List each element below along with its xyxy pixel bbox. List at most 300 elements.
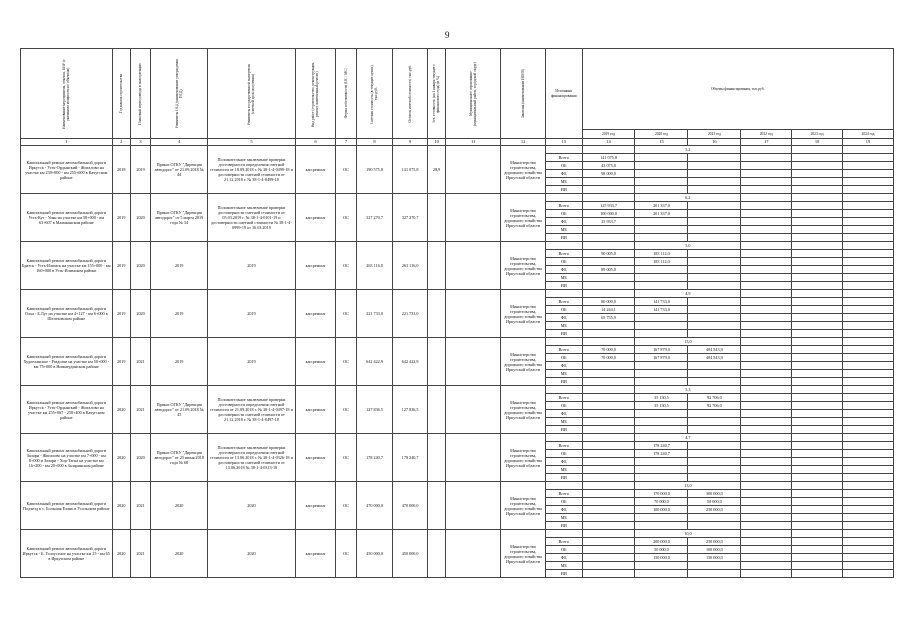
percent-blank xyxy=(843,242,894,250)
header-cell: Плановый период ввода в эксплуатацию xyxy=(130,49,150,139)
funding-value: 183 112,0 xyxy=(635,258,688,266)
funding-value xyxy=(741,226,792,234)
customer: Министерство строительства, дорожного хозяйства Иркутской области xyxy=(501,242,546,290)
funding-value xyxy=(582,378,635,386)
municipality xyxy=(446,146,501,194)
header-cell: Форма собственности (ОС / МС) xyxy=(336,49,356,139)
funding-value xyxy=(582,522,635,530)
funding-value xyxy=(843,458,894,466)
funding-value xyxy=(688,226,741,234)
percent-blank xyxy=(582,482,635,490)
column-number: 1 xyxy=(21,139,113,146)
funding-value xyxy=(635,178,688,186)
funding-value xyxy=(582,514,635,522)
percent-blank xyxy=(792,338,843,346)
funding-value xyxy=(582,458,635,466)
funding-value xyxy=(635,234,688,242)
funding-value xyxy=(688,282,741,290)
funding-value xyxy=(741,202,792,210)
remaining-cost: 141 075,8 xyxy=(393,146,428,194)
percent-blank xyxy=(582,434,635,442)
funding-value xyxy=(843,498,894,506)
percent-value: 4,9 xyxy=(635,290,741,298)
source-blank xyxy=(545,338,582,346)
column-number: 18 xyxy=(792,139,843,146)
municipality xyxy=(446,530,501,578)
percent-blank xyxy=(582,194,635,202)
source-blank xyxy=(545,530,582,538)
estimated-cost: 263 116,0 xyxy=(356,242,393,290)
percent-blank xyxy=(843,530,894,538)
funding-value xyxy=(582,322,635,330)
start-year: 2020 xyxy=(112,386,130,434)
funding-value xyxy=(741,410,792,418)
funding-value xyxy=(792,506,843,514)
funding-value: 14 244,1 xyxy=(582,306,635,314)
header-cell: Источники финансирования xyxy=(545,49,582,139)
source-blank xyxy=(545,194,582,202)
funding-source: ИИ xyxy=(545,570,582,578)
funding-value xyxy=(843,186,894,194)
percent-blank xyxy=(741,386,792,394)
funding-value xyxy=(635,218,688,226)
start-year: 2019 xyxy=(112,194,130,242)
funding-value xyxy=(843,474,894,482)
funding-value xyxy=(792,162,843,170)
funding-value: 201 337,0 xyxy=(635,202,688,210)
funding-value xyxy=(635,162,688,170)
funding-value: 250 000,0 xyxy=(688,538,741,546)
funding-source: ИИ xyxy=(545,186,582,194)
funding-value xyxy=(792,202,843,210)
estimated-cost: 127 836,5 xyxy=(356,386,393,434)
funding-value xyxy=(792,178,843,186)
funding-source: ИИ xyxy=(545,426,582,434)
work-type: кап.ремонт xyxy=(295,146,336,194)
funding-value xyxy=(741,178,792,186)
funding-source: Всего xyxy=(545,490,582,498)
funding-value xyxy=(843,570,894,578)
funding-value xyxy=(688,266,741,274)
source-blank xyxy=(545,386,582,394)
funding-value xyxy=(635,186,688,194)
estimated-cost: 470 000,0 xyxy=(356,482,393,530)
customer: Министерство строительства, дорожного хозяйства Иркутской области xyxy=(501,146,546,194)
year-header: 2024 год xyxy=(843,130,894,139)
column-number: 16 xyxy=(688,139,741,146)
funding-value xyxy=(582,562,635,570)
funding-value xyxy=(741,274,792,282)
funding-source: ОБ xyxy=(545,258,582,266)
ownership: ОС xyxy=(336,290,356,338)
funding-value xyxy=(741,282,792,290)
end-year: 2020 xyxy=(130,194,150,242)
funding-value xyxy=(635,314,688,322)
funding-value xyxy=(688,362,741,370)
funding-value xyxy=(843,154,894,162)
funding-value xyxy=(635,570,688,578)
funding-header: Объемы финансирования, тыс.руб. xyxy=(582,49,893,130)
funding-value xyxy=(843,514,894,522)
column-number: 19 xyxy=(843,139,894,146)
remaining-cost: 470 000,0 xyxy=(393,482,428,530)
funding-value: 150 000,0 xyxy=(635,554,688,562)
funding-value xyxy=(792,226,843,234)
municipality xyxy=(446,194,501,242)
remaining-cost: 327 270,7 xyxy=(393,194,428,242)
funding-value: 70 000,0 xyxy=(582,346,635,354)
funding-value xyxy=(792,554,843,562)
funding-value: 100 000,0 xyxy=(582,210,635,218)
funding-value xyxy=(582,538,635,546)
funding-value xyxy=(843,362,894,370)
psd-details: Приказ ОГКУ "Дирекция автодорог" от 25 июня 2018 года № 68 xyxy=(151,434,208,482)
funding-source: ИИ xyxy=(545,234,582,242)
funding-value xyxy=(792,442,843,450)
funding-value xyxy=(635,154,688,162)
funding-value xyxy=(635,514,688,522)
year-header: 2020 год xyxy=(635,130,688,139)
funding-value xyxy=(792,514,843,522)
column-number: 11 xyxy=(446,139,501,146)
funding-value xyxy=(635,426,688,434)
funding-value: 200 000,0 xyxy=(635,538,688,546)
estimated-cost: 327 270,7 xyxy=(356,194,393,242)
work-type: кап.ремонт xyxy=(295,434,336,482)
funding-value xyxy=(741,330,792,338)
funding-value xyxy=(741,154,792,162)
funding-source: Всего xyxy=(545,250,582,258)
funding-source: МБ xyxy=(545,226,582,234)
percent-blank xyxy=(843,386,894,394)
funding-value xyxy=(741,378,792,386)
funding-value: 178 240,7 xyxy=(635,442,688,450)
readiness xyxy=(427,434,445,482)
percent-value: 13,0 xyxy=(635,482,741,490)
funding-value xyxy=(741,362,792,370)
funding-value xyxy=(792,354,843,362)
funding-value xyxy=(688,234,741,242)
funding-value: 141 075,8 xyxy=(582,154,635,162)
funding-value xyxy=(582,490,635,498)
funding-value: 100 000,0 xyxy=(688,546,741,554)
funding-source: МБ xyxy=(545,418,582,426)
funding-value xyxy=(688,202,741,210)
funding-source: Всего xyxy=(545,154,582,162)
funding-value xyxy=(688,170,741,178)
funding-value: 70 000,0 xyxy=(582,354,635,362)
funding-value xyxy=(792,570,843,578)
funding-value xyxy=(792,426,843,434)
funding-value xyxy=(582,426,635,434)
funding-value xyxy=(741,210,792,218)
funding-value xyxy=(688,466,741,474)
funding-value xyxy=(741,370,792,378)
funding-value xyxy=(843,378,894,386)
header-cell: Реквизиты государственной экспертизы (сметной срок получения) xyxy=(208,49,296,139)
funding-value xyxy=(635,322,688,330)
funding-value xyxy=(688,378,741,386)
year-header: 2021 год xyxy=(688,130,741,139)
funding-value: 167 879,0 xyxy=(635,346,688,354)
percent-blank xyxy=(792,290,843,298)
ownership: ОС xyxy=(336,530,356,578)
start-year: 2020 xyxy=(112,434,130,482)
funding-source: МБ xyxy=(545,466,582,474)
funding-value: 50 000,0 xyxy=(635,546,688,554)
object-row xyxy=(21,338,894,346)
funding-value xyxy=(741,306,792,314)
funding-value xyxy=(792,330,843,338)
funding-source: ИИ xyxy=(545,474,582,482)
funding-value: 100 000,0 xyxy=(635,506,688,514)
column-number: 6 xyxy=(295,139,336,146)
column-number: 5 xyxy=(208,139,296,146)
municipality xyxy=(446,242,501,290)
header-row xyxy=(21,49,894,130)
estimated-cost: 450 000,0 xyxy=(356,530,393,578)
funding-value xyxy=(741,538,792,546)
percent-value: 5,3 xyxy=(635,386,741,394)
funding-value xyxy=(688,370,741,378)
funding-value: 150 000,0 xyxy=(688,554,741,562)
funding-source: ФБ xyxy=(545,458,582,466)
funding-value xyxy=(635,418,688,426)
percent-value: 6,2 xyxy=(635,194,741,202)
funding-value xyxy=(792,450,843,458)
funding-value xyxy=(843,314,894,322)
funding-value xyxy=(843,170,894,178)
ownership: ОС xyxy=(336,338,356,386)
funding-value xyxy=(688,210,741,218)
psd-details: 2019 xyxy=(151,242,208,290)
funding-value xyxy=(741,314,792,322)
funding-value: 70 000,0 xyxy=(635,498,688,506)
object-name: Капитальный ремонт автомобильной дороги Подъезд к с. Большая Елань в Усольском районе xyxy=(21,482,113,530)
funding-value xyxy=(792,218,843,226)
funding-value xyxy=(635,170,688,178)
funding-value xyxy=(635,378,688,386)
funding-value: 43 075,8 xyxy=(582,162,635,170)
readiness xyxy=(427,194,445,242)
funding-value xyxy=(582,370,635,378)
funding-value xyxy=(741,474,792,482)
psd-details: 2019 xyxy=(151,290,208,338)
percent-blank xyxy=(792,434,843,442)
funding-source: ФБ xyxy=(545,170,582,178)
funding-value: 183 112,0 xyxy=(635,250,688,258)
funding-value: 92 706,0 xyxy=(688,394,741,402)
funding-source: МБ xyxy=(545,178,582,186)
object-row xyxy=(21,482,894,490)
funding-source: ИИ xyxy=(545,330,582,338)
funding-value xyxy=(582,442,635,450)
funding-value: 35 130,5 xyxy=(635,402,688,410)
funding-source: ФБ xyxy=(545,314,582,322)
funding-value xyxy=(843,370,894,378)
funding-value xyxy=(792,394,843,402)
work-type: кап.ремонт xyxy=(295,482,336,530)
funding-source: Всего xyxy=(545,538,582,546)
funding-value xyxy=(688,298,741,306)
funding-value xyxy=(843,522,894,530)
readiness: 28,9 xyxy=(427,146,445,194)
end-year: 2021 xyxy=(130,482,150,530)
work-type: кап.ремонт xyxy=(295,338,336,386)
funding-value xyxy=(688,306,741,314)
funding-value xyxy=(582,258,635,266)
readiness xyxy=(427,386,445,434)
funding-value: 98 000,0 xyxy=(582,170,635,178)
percent-blank xyxy=(582,290,635,298)
customer: Министерство строительства, дорожного хозяйства Иркутской области xyxy=(501,434,546,482)
year-header: 2019 год xyxy=(582,130,635,139)
funding-source: ОБ xyxy=(545,498,582,506)
funding-value: 141 733,0 xyxy=(635,306,688,314)
source-blank xyxy=(545,146,582,154)
funding-value xyxy=(688,426,741,434)
funding-value xyxy=(792,346,843,354)
funding-value xyxy=(635,562,688,570)
funding-value xyxy=(792,458,843,466)
funding-value xyxy=(843,546,894,554)
funding-value: 65 755,9 xyxy=(582,314,635,322)
end-year: 2021 xyxy=(130,530,150,578)
funding-value xyxy=(843,410,894,418)
municipality xyxy=(446,338,501,386)
header-cell: Заказчик (наименование ИОГВ) xyxy=(501,49,546,139)
column-number: 7 xyxy=(336,139,356,146)
funding-value xyxy=(582,186,635,194)
funding-source: ФБ xyxy=(545,266,582,274)
column-number: 12 xyxy=(501,139,546,146)
start-year: 2019 xyxy=(112,242,130,290)
funding-value xyxy=(843,418,894,426)
funding-value xyxy=(635,522,688,530)
percent-blank xyxy=(792,386,843,394)
funding-value xyxy=(635,410,688,418)
funding-value xyxy=(582,546,635,554)
object-row xyxy=(21,434,894,442)
funding-value xyxy=(741,498,792,506)
estimated-cost: 221 733,0 xyxy=(356,290,393,338)
expertise-details: Положительное заключение проверки достоверности определения сметной стоимости от 18.09.2018 г. № 38-1-4-0499-18 и достоверности сметной стоимости от 21.12.2018 г. № 38-1-4-0499-18 xyxy=(208,146,296,194)
column-number: 8 xyxy=(356,139,393,146)
funding-value xyxy=(582,410,635,418)
funding-value: 92 706,0 xyxy=(688,402,741,410)
funding-value xyxy=(843,226,894,234)
end-year: 2020 xyxy=(130,290,150,338)
funding-value xyxy=(843,250,894,258)
customer: Министерство строительства, дорожного хозяйства Иркутской области xyxy=(501,482,546,530)
percent-blank xyxy=(792,482,843,490)
header-cell: Наименование мероприятия, объекта, ПИР (с указанием мощности по объектам) xyxy=(21,49,113,139)
column-number: 17 xyxy=(741,139,792,146)
funding-value xyxy=(792,234,843,242)
funding-value: 250 000,0 xyxy=(688,506,741,514)
funding-value xyxy=(741,570,792,578)
funding-value xyxy=(741,346,792,354)
funding-value xyxy=(792,266,843,274)
funding-value xyxy=(688,330,741,338)
funding-source: ОБ xyxy=(545,210,582,218)
funding-value xyxy=(582,226,635,234)
funding-value xyxy=(741,426,792,434)
percent-blank xyxy=(582,146,635,154)
funding-value: 404 543,9 xyxy=(688,346,741,354)
readiness xyxy=(427,530,445,578)
source-blank xyxy=(545,290,582,298)
object-name: Капитальный ремонт автомобильной дороги Иркутск - Усть-Ордынский - Жигалово на участке км 230+000 - км 255+000 в Качугском районе xyxy=(21,146,113,194)
object-name: Капитальный ремонт автомобильной дороги Усть-Кут - Уоян на участке км 58+000 - км 63+607 в Мамаканском районе xyxy=(21,194,113,242)
funding-value xyxy=(843,346,894,354)
readiness xyxy=(427,482,445,530)
funding-value xyxy=(843,282,894,290)
psd-details: 2020 xyxy=(151,482,208,530)
municipality xyxy=(446,290,501,338)
start-year: 2020 xyxy=(112,482,130,530)
ownership: ОС xyxy=(336,386,356,434)
customer: Министерство строительства, дорожного хозяйства Иркутской области xyxy=(501,290,546,338)
funding-value xyxy=(843,490,894,498)
funding-value xyxy=(582,394,635,402)
object-row xyxy=(21,290,894,298)
ownership: ОС xyxy=(336,434,356,482)
percent-blank xyxy=(582,242,635,250)
funding-value xyxy=(843,506,894,514)
funding-value xyxy=(792,490,843,498)
object-row xyxy=(21,194,894,202)
funding-value xyxy=(792,538,843,546)
end-year: 2020 xyxy=(130,242,150,290)
funding-value xyxy=(843,218,894,226)
funding-value xyxy=(582,498,635,506)
funding-value xyxy=(688,178,741,186)
remaining-cost: 642 422,9 xyxy=(393,338,428,386)
funding-value xyxy=(792,282,843,290)
expertise-details: 2020 xyxy=(208,530,296,578)
municipality xyxy=(446,386,501,434)
object-row xyxy=(21,146,894,154)
funding-value xyxy=(843,266,894,274)
header-cell: Год начала строительства xyxy=(112,49,130,139)
funding-value xyxy=(792,170,843,178)
work-type: кап.ремонт xyxy=(295,386,336,434)
funding-value xyxy=(843,442,894,450)
municipality xyxy=(446,482,501,530)
funding-source: МБ xyxy=(545,514,582,522)
funding-source: ФБ xyxy=(545,506,582,514)
funding-value xyxy=(582,282,635,290)
page-number: 9 xyxy=(445,30,450,40)
funding-value xyxy=(741,266,792,274)
header-cell: Реквизиты ПСД (наименование утверждения ПСД) xyxy=(151,49,208,139)
funding-value xyxy=(843,162,894,170)
end-year: 2020 xyxy=(130,434,150,482)
funding-value xyxy=(741,258,792,266)
funding-value xyxy=(741,522,792,530)
funding-value xyxy=(741,162,792,170)
funding-value: 300 000,0 xyxy=(688,490,741,498)
funding-value xyxy=(792,474,843,482)
funding-value xyxy=(688,522,741,530)
funding-value xyxy=(688,458,741,466)
readiness xyxy=(427,290,445,338)
funding-value xyxy=(741,298,792,306)
percent-value: 10,0 xyxy=(635,530,741,538)
column-number: 2 xyxy=(112,139,130,146)
funding-value xyxy=(843,234,894,242)
